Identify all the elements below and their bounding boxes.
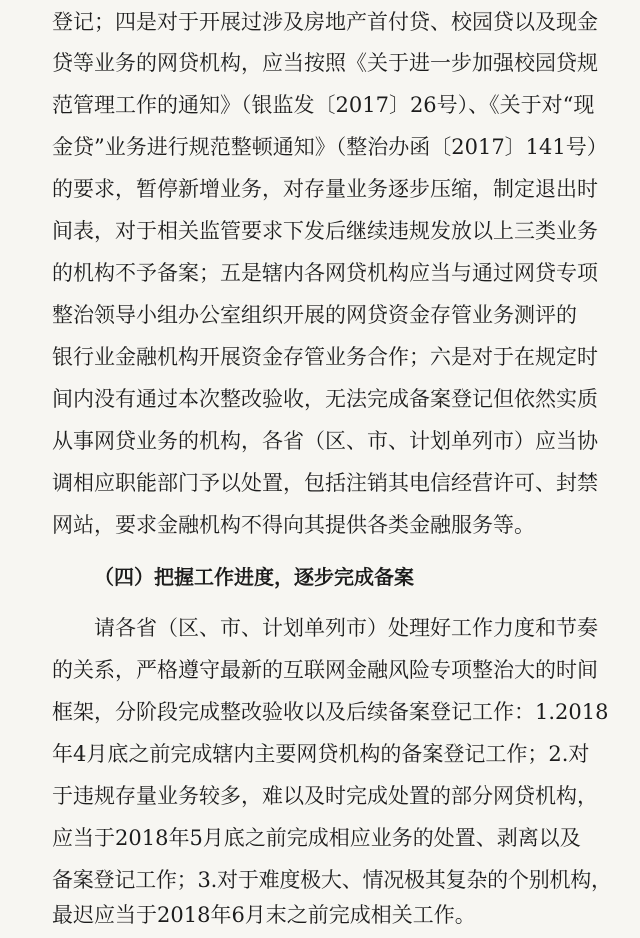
paragraph-2-line-7: 备案登记工作；3.对于难度极大、情况极其复杂的个别机构，: [52, 868, 612, 892]
paragraph-1-line-6: 间表，对于相关监管要求下发后继续违规发放以上三类业务: [52, 219, 598, 243]
paragraph-1-line-3: 范管理工作的通知》（银监发〔2017〕26号）、《关于对“现: [52, 93, 595, 117]
section-heading: （四）把握工作进度，逐步完成备案: [94, 565, 414, 589]
paragraph-1-line-13: 网站，要求金融机构不得向其提供各类金融服务等。: [52, 513, 535, 537]
paragraph-2-line-1: 请各省（区、市、计划单列市）处理好工作力度和节奏: [94, 616, 598, 640]
paragraph-1-line-5: 的要求，暂停新增业务，对存量业务逐步压缩，制定退出时: [52, 177, 598, 201]
paragraph-1-line-2: 贷等业务的网贷机构，应当按照《关于进一步加强校园贷规: [52, 51, 598, 75]
paragraph-2-line-3: 框架，分阶段完成整改验收以及后续备案登记工作：1.2018: [52, 700, 609, 724]
paragraph-1-line-4: 金贷”业务进行规范整顿通知》（整治办函〔2017〕141号）: [52, 135, 608, 159]
paragraph-1-line-10: 间内没有通过本次整改验收，无法完成备案登记但依然实质: [52, 387, 598, 411]
paragraph-1-line-11: 从事网贷业务的机构，各省（区、市、计划单列市）应当协: [52, 429, 598, 453]
paragraph-1-line-9: 银行业金融机构开展资金存管业务合作；六是对于在规定时: [52, 345, 598, 369]
paragraph-2-line-6: 应当于2018年5月底之前完成相应业务的处置、剥离以及: [52, 826, 581, 850]
paragraph-2-line-8: 最迟应当于2018年6月末之前完成相关工作。: [52, 903, 476, 927]
paragraph-1-line-1: 登记；四是对于开展过涉及房地产首付贷、校园贷以及现金: [52, 10, 598, 34]
paragraph-1-line-8: 整治领导小组办公室组织开展的网贷资金存管业务测评的: [52, 303, 577, 327]
paragraph-2-line-2: 的关系，严格遵守最新的互联网金融风险专项整治大的时间: [52, 658, 598, 682]
paragraph-1-line-12: 调相应职能部门予以处置，包括注销其电信经营许可、封禁: [52, 471, 598, 495]
paragraph-1-line-7: 的机构不予备案；五是辖内各网贷机构应当与通过网贷专项: [52, 261, 598, 285]
paragraph-2-line-4: 年4月底之前完成辖内主要网贷机构的备案登记工作；2.对: [52, 742, 590, 766]
paragraph-2-line-5: 于违规存量业务较多，难以及时完成处置的部分网贷机构，: [52, 784, 598, 808]
